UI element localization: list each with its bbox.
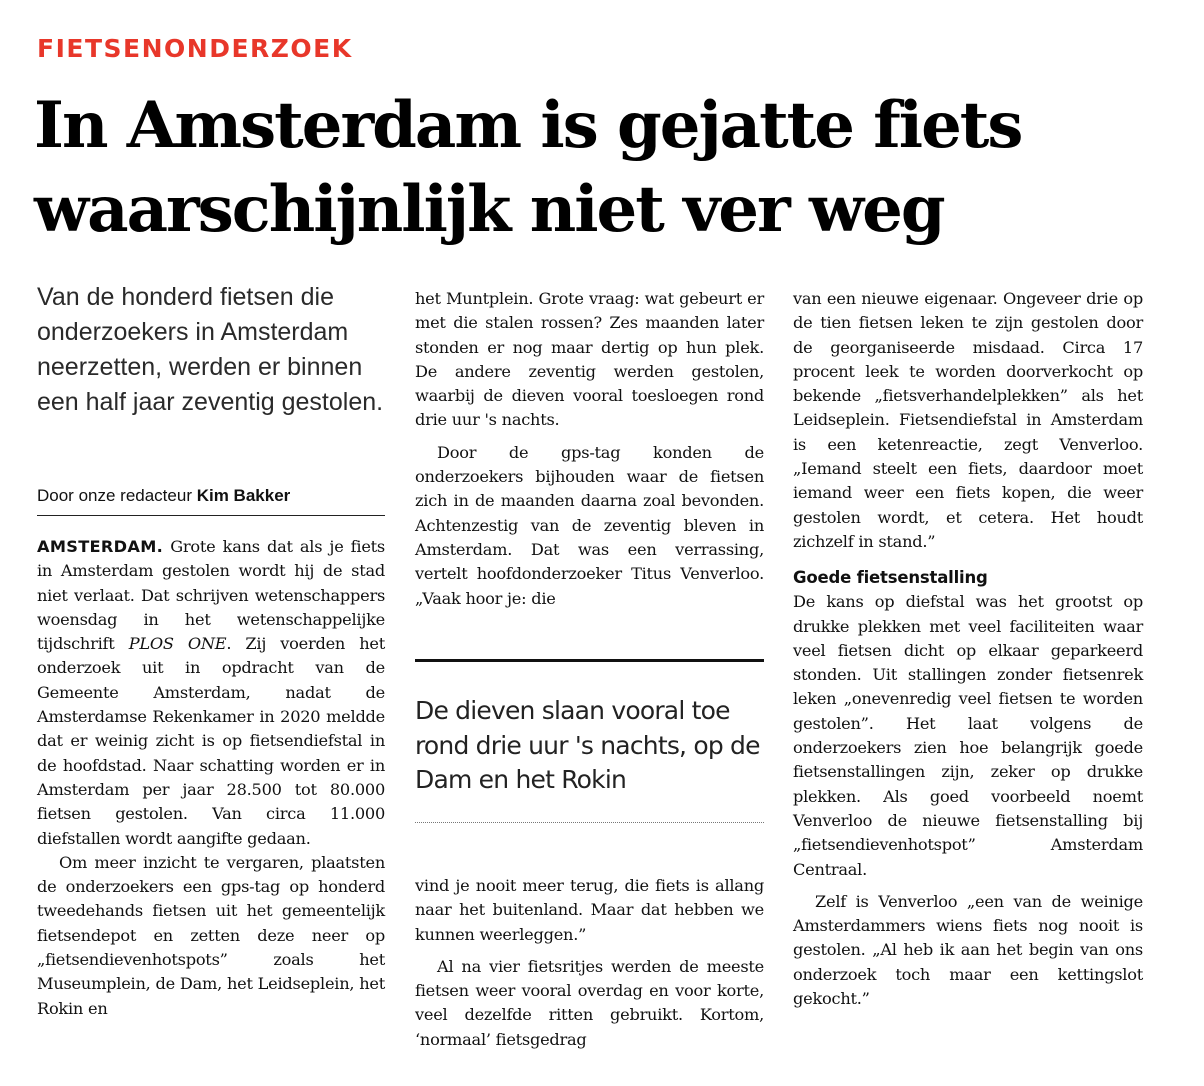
pull-quote-rule-top (415, 659, 764, 662)
body-paragraph-4-cont: van een nieuwe eigenaar. Ongeveer drie op de tien fietsen leken te zijn gestolen door de georganiseerde misdaad. Circa 17 procent leek te worden doorverkocht op bekende „fietsverhandelplekken” als het Leidseplein. Fietsendiefstal in Amsterdam is een ketenreactie, zegt Venverloo. „Iemand steelt een fiets, daardoor moet iemand weer een fiets kopen, die weer gestolen wordt, et cetera. Het houdt zichzelf in stand.” (793, 289, 1143, 551)
body-column-2-top (415, 287, 764, 611)
body-paragraph-4: Al na vier fietsritjes werden de meeste fietsen weer vooral overdag en voor korte, veel dezelfde ritten gebruikt. Kortom, ‘normaal’ fietsgedrag (415, 956, 764, 1049)
body-paragraph-2-cont: het Muntplein. Grote vraag: wat gebeurt er met die stalen rossen? Zes maanden later stonden er nog maar dertig op hun plek. De andere zeventig werden gestolen, waarbij de dieven vooral toesloegen rond drie uur 's nachts. (415, 289, 764, 430)
body-paragraph-2: Om meer inzicht te vergaren, plaatsten de onderzoekers een gps-tag op honderd tweedehands fietsen uit het gemeentelijk fietsendepot en zetten deze neer op „fietsendievenhotspots” zoals het Museumplein, de Dam, het Leidseplein, het Rokin en (37, 852, 385, 1018)
subheading: Goede fietsenstalling (793, 568, 988, 588)
body-paragraph-3-cont: vind je nooit meer terug, die fiets is allang naar het buitenland. Maar dat hebben we kunnen weerleggen.” (415, 876, 764, 944)
pull-quote: De dieven slaan vooral toe rond drie uur 's nachts, op de Dam en het Rokin (415, 696, 760, 794)
paragraph-text: Grote kans dat als je fiets in Amsterdam gestolen wordt hij de stad niet verlaat. Dat schrijven wetenschappers woensdag in het wetenschappelijke tijdschrift (37, 537, 385, 654)
body-paragraph-6: Zelf is Venverloo „een van de weinige Amsterdammers wiens fiets nog nooit is gestolen. „Al heb ik aan het begin van ons onderzoek toch maar een kettingslot gekocht.” (793, 891, 1143, 1009)
byline-divider (37, 515, 385, 516)
body-paragraph-1 (37, 535, 385, 851)
headline: In Amsterdam is gejatte fiets waarschijnlijk niet ver weg (34, 88, 1022, 247)
body-column-1 (37, 535, 385, 1021)
section-kicker: FIETSENONDERZOEK (37, 34, 353, 63)
paragraph-text: . Zij voerden het onderzoek uit in opdracht van de Gemeente Amsterdam, nadat de Amsterdamse Rekenkamer in 2020 meldde dat er weinig zicht is op fietsendiefstal in de hoofdstad. Naar schatting worden er in Amsterdam per jaar 28.500 tot 80.000 fietsen gestolen. Van circa 11.000 diefstallen wordt aangifte gedaan. (37, 634, 385, 848)
body-paragraph-3: Door de gps-tag konden de onderzoekers bijhouden waar de fietsen zich in de maanden daarna zoal bevonden. Achtenzestig van de zeventig bleven in Amsterdam. Dat was een verrassing, vertelt hoofdonderzoeker Titus Venverloo. „Vaak hoor je: die (415, 442, 764, 608)
body-column-3 (793, 287, 1143, 1011)
byline-prefix: Door onze redacteur (37, 486, 192, 505)
dateline: AMSTERDAM. (37, 537, 164, 556)
intro-lead: Van de honderd fietsen die onderzoekers in Amsterdam neerzetten, werden er binnen een half jaar zeventig gestolen. (37, 283, 384, 416)
body-paragraph-5: De kans op diefstal was het grootst op drukke plekken met veel faciliteiten waar veel fietsen dicht op elkaar geparkeerd stonden. Uit stallingen zonder fietsenrek leken „onevenredig veel fietsen te worden gestolen”. Het laat volgens de onderzoekers zien hoe belangrijk goede fietsenstallingen zijn, zeker op drukke plekken. Als goed voorbeeld noemt Venverloo de nieuwe fietsenstalling bij „fietsendievenhotspot” Amsterdam Centraal. (793, 592, 1143, 879)
body-column-2-bottom (415, 874, 764, 1052)
journal-name: PLOS ONE (128, 634, 227, 654)
pull-quote-rule-bottom (415, 822, 764, 823)
byline (37, 485, 387, 507)
byline-author: Kim Bakker (196, 486, 291, 505)
